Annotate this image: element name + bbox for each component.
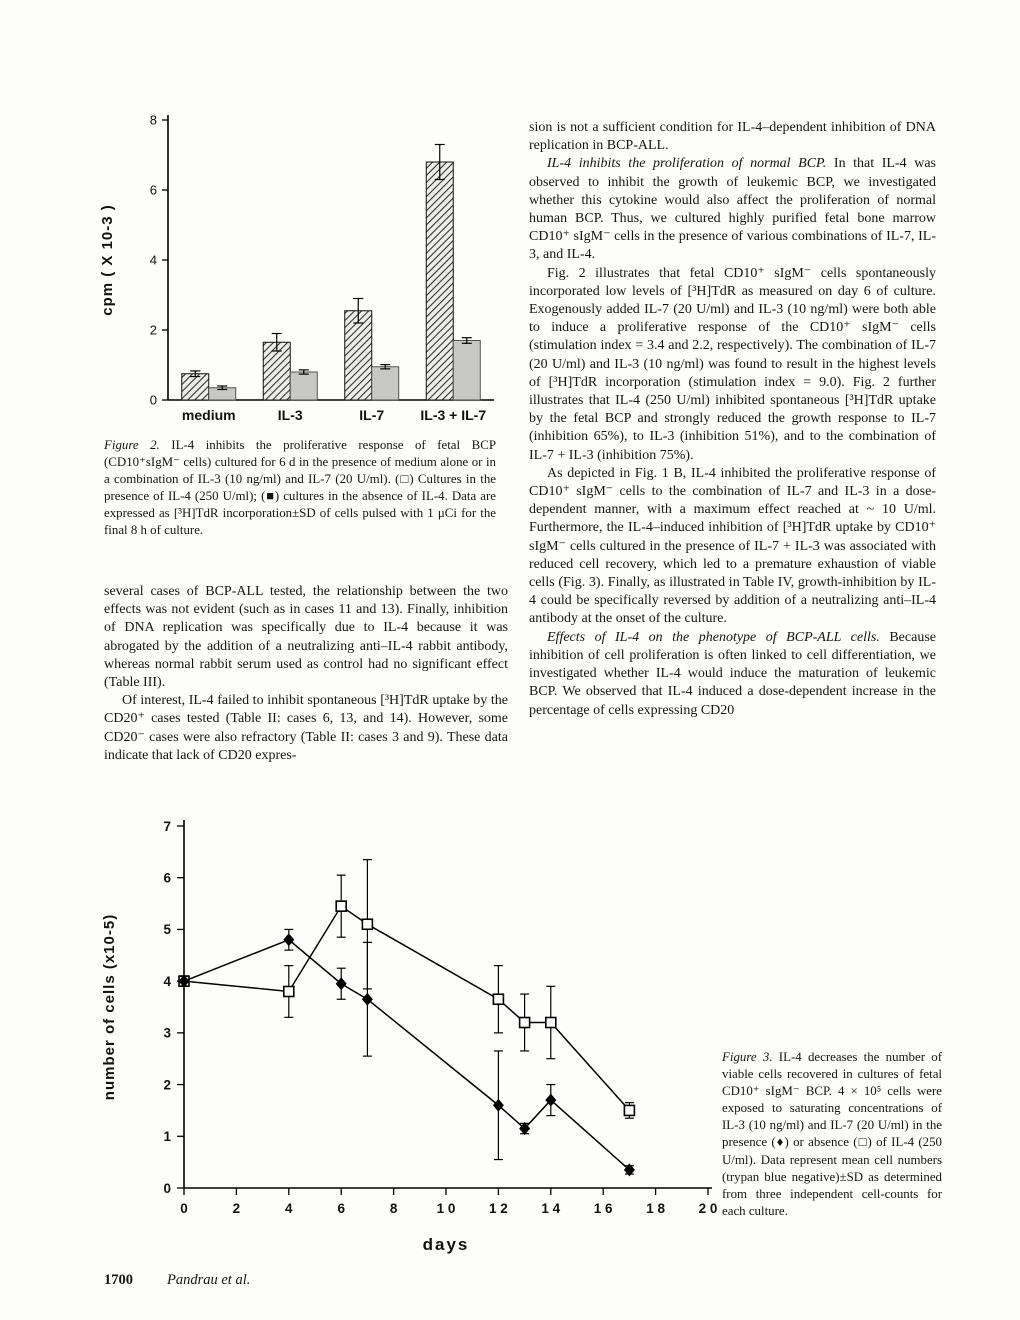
figure2-bar-chart-svg <box>92 106 502 434</box>
svg-text:7: 7 <box>163 818 171 834</box>
svg-text:8: 8 <box>149 112 157 128</box>
page-footer <box>104 1272 604 1289</box>
svg-text:4: 4 <box>285 1201 293 1216</box>
svg-text:6: 6 <box>163 870 171 886</box>
paragraph: Fig. 2 illustrates that fetal CD10⁺ sIgM⁻ cells spontaneously incorporated low levels of [³H]TdR as measured on day 6 of culture. Exogenously added IL-7 (20 U/ml) and IL-3 (10 ng/ml) were both able to induce a proliferative response of the CD10⁺ sIgM⁻ cells (stimulation index = 3.4 and 2.2, respectively). The combination of IL-7 (20 U/ml) and IL-3 (10 ng/ml) was found to result in the highest levels of [³H]TdR incorporation (stimulation index = 9.0). Fig. 2 further illustrates that IL-4 (250 U/ml) inhibited spontaneous [³H]TdR uptake by the fetal BCP and strongly reduced the growth response to IL-7 (inhibition 65%), to IL-3 (inhibition 51%), and to the combination of IL-7 + IL-3 (inhibition 75%). <box>529 265 936 463</box>
figure3-caption-text: IL-4 decreases the number of viable cells recovered in cultures of fetal CD10⁺ sIgM⁻ BCP. 4 × 10⁵ cells were exposed to saturating concentrations of IL-3 (10 ng/ml) and IL-7 (20 U/ml) in the presence (♦) or absence (□) of IL-4 (250 U/ml). Data represent mean cell numbers (trypan blue negative)±SD as determined from three independent cell-counts for each culture. <box>722 1050 943 1218</box>
figure2-caption-label: Figure 2. <box>104 438 160 452</box>
svg-text:0: 0 <box>163 1180 171 1196</box>
svg-text:6: 6 <box>149 182 157 198</box>
right-column <box>529 119 936 720</box>
svg-text:1: 1 <box>163 1129 171 1145</box>
figure2-caption-text: IL-4 inhibits the proliferative response of fetal BCP (CD10⁺sIgM⁻ cells) cultured for 6 d in the presence of medium alone or in a combination of IL-3 (10 ng/ml) and IL-7 (20 U/ml). (□) Cultures in the presence of IL-4 (250 U/ml); (■) cultures in the absence of IL-4. Data are expressed as [³H]TdR incorporation±SD of cells pulsed with 1 μCi for the final 8 h of culture. <box>104 438 496 538</box>
paragraph: Of interest, IL-4 failed to inhibit spontaneous [³H]TdR uptake by the CD20⁺ cases tested (Table II: cases 6, 13, and 14). However, some CD20⁻ cases were also refractory (Table II: cases 3 and 9). These data indicate that lack of CD20 expres- <box>104 693 508 763</box>
figure3-line-chart <box>88 810 728 1262</box>
svg-text:1 2: 1 2 <box>489 1201 508 1216</box>
paragraph <box>529 155 936 264</box>
figure3-caption <box>722 1049 942 1220</box>
svg-text:medium: medium <box>181 407 236 423</box>
svg-text:0: 0 <box>149 392 157 408</box>
figure2-caption <box>104 437 496 540</box>
svg-text:8: 8 <box>389 1201 398 1216</box>
paragraph <box>529 629 936 720</box>
paragraph: As depicted in Fig. 1 B, IL-4 inhibited the proliferative response of CD10⁺ sIgM⁻ cells to the combination of IL-7 and IL-3 in a dose-dependent manner, with a maximum effect reached at ~ 10 U/ml. Furthermore, the IL-4–induced inhibition of [³H]TdR uptake by CD10⁺ sIgM⁻ cells cultured in the presence of IL-7 + IL-3 was associated with reduced cell recovery, which led to a premature exhaustion of viable cells (Fig. 3). Finally, as illustrated in Table IV, growth-inhibition by IL-4 could be specifically reversed by addition of a neutralizing anti–IL-4 antibody at the onset of the culture. <box>529 465 936 627</box>
paragraph-text: In that IL-4 was observed to inhibit the growth of leukemic BCP, we investigated whether this cytokine would also affect the proliferation of normal human BCP. Thus, we cultured highly purified fetal bone marrow CD10⁺ sIgM⁻ cells in the presence of various combinations of IL-7, IL-3, and IL-4. <box>529 156 936 263</box>
svg-text:4: 4 <box>163 973 171 989</box>
svg-text:1 0: 1 0 <box>436 1201 456 1216</box>
svg-text:3: 3 <box>163 1025 171 1041</box>
figure3-caption-label: Figure 3. <box>722 1050 773 1064</box>
svg-text:days: days <box>422 1235 470 1254</box>
paragraph: sion is not a sufficient condition for IL-4–dependent inhibition of DNA replication in BCP-ALL. <box>529 120 936 154</box>
page-number: 1700 <box>104 1272 133 1288</box>
svg-text:1 4: 1 4 <box>541 1201 561 1216</box>
svg-text:5: 5 <box>163 922 171 938</box>
svg-text:IL-3: IL-3 <box>277 407 303 423</box>
paragraph: several cases of BCP-ALL tested, the relationship between the two effects was not evident (such as in cases 11 and 13). Finally, inhibition of DNA replication was specifically due to IL-4 because it was abrogated by the addition of a neutralizing anti–IL-4 rabbit antibody, whereas normal rabbit serum used as control had no significant effect (Table III). <box>104 584 508 691</box>
svg-text:2: 2 <box>149 322 157 338</box>
svg-text:2: 2 <box>232 1201 241 1216</box>
svg-text:1 8: 1 8 <box>646 1201 665 1216</box>
svg-text:0: 0 <box>180 1201 188 1216</box>
running-authors: Pandrau et al. <box>167 1272 251 1288</box>
svg-text:IL-7: IL-7 <box>359 407 385 423</box>
svg-text:4: 4 <box>149 252 157 268</box>
svg-text:cpm ( X 10-3 ): cpm ( X 10-3 ) <box>99 204 116 316</box>
svg-text:number of cells (x10-5): number of cells (x10-5) <box>101 913 118 1101</box>
paragraph-text: Because inhibition of cell proliferation is often linked to cell differentiation, we investigated whether IL-4 would induce the maturation of leukemic BCP. We observed that IL-4 induced a dose-dependent increase in the percentage of cells expressing CD20 <box>529 629 936 718</box>
svg-text:2: 2 <box>163 1077 171 1093</box>
svg-text:IL-3 + IL-7: IL-3 + IL-7 <box>420 407 487 423</box>
svg-text:2 0: 2 0 <box>698 1201 718 1216</box>
svg-text:6: 6 <box>337 1201 345 1216</box>
section-lead-in: Effects of IL-4 on the phenotype of BCP-ALL cells. <box>547 629 880 645</box>
svg-text:1 6: 1 6 <box>593 1201 613 1216</box>
figure3-line-chart-svg <box>88 810 728 1262</box>
left-column <box>104 583 508 765</box>
figure2-bar-chart <box>92 106 502 434</box>
section-lead-in: IL-4 inhibits the proliferation of normal BCP. <box>547 156 827 172</box>
